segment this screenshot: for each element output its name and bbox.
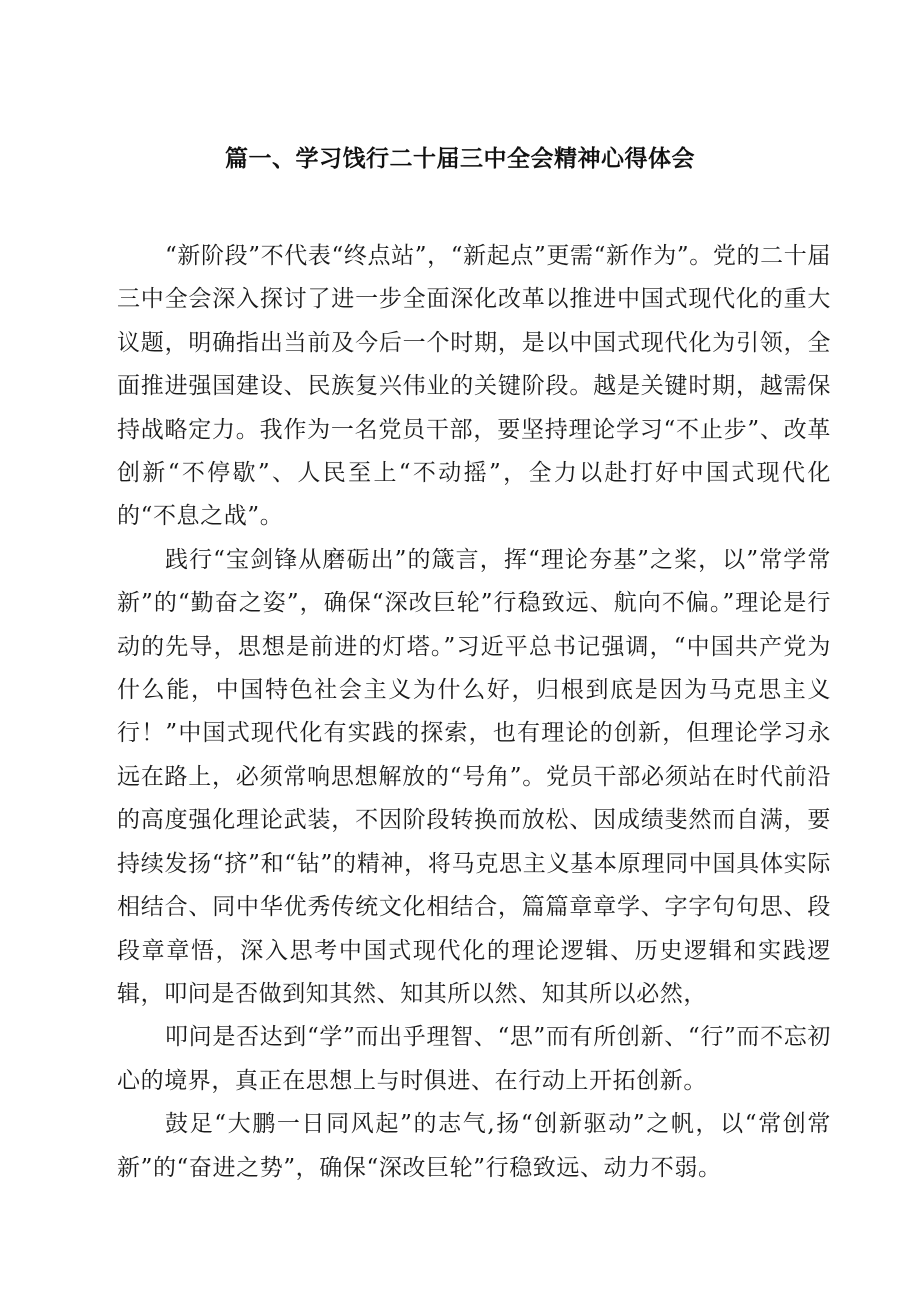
paragraph: 践行“宝剑锋从磨砺出”的箴言，挥“理论夯基”之桨，以”常学常新”的“勤奋之姿”，确保“深改巨轮”行稳致远、航向不偏。”理论是行动的先导，思想是前进的灯塔。”习近平总书记强调，“中国共产党为什么能，中国特色社会主义为什么好，归根到底是因为马克思主义行！”中国式现代化有实践的探索，也有理论的创新，但理论学习永远在路上，必须常响思想解放的“号角”。党员干部必须站在时代前沿的高度强化理论武装，不因阶段转换而放松、因成绩斐然而自满，要持续发扬“挤”和“钻”的精神，将马克思主义基本原理同中国具体实际相结合、同中华优秀传统文化相结合，篇篇章章学、字字句句思、段段章章悟，深入思考中国式现代化的理论逻辑、历史逻辑和实践逻辑，叩问是否做到知其然、知其所以然、知其所以必然， xyxy=(117,546,831,1007)
paragraph: “新阶段”不代表“终点站”，“新起点”更需“新作为”。党的二十届三中全会深入探讨了进一步全面深化改革以推进中国式现代化的重大议题，明确指出当前及今后一个时期，是以中国式现代化为引领，全面推进强国建设、民族复兴伟业的关键阶段。越是关键时期，越需保持战略定力。我作为一名党员干部，要坚持理论学习“不止步”、改革创新“不停歇”、人民至上“不动摇”，全力以赴打好中国式现代化的“不息之战”。 xyxy=(117,243,831,530)
document-body xyxy=(117,235,831,1190)
document-title: 篇一、学习饯行二十届三中全会精神心得体会 xyxy=(225,146,695,172)
paragraph: 叩问是否达到“学”而出乎理智、“思”而有所创新、“行”而不忘初心的境界，真正在思想上与时俱进、在行动上开拓创新。 xyxy=(117,1024,831,1094)
paragraph: 鼓足“大鹏一日同风起”的志气,扬“创新驱动”之帆，以“常创常新”的“奋进之势”，确保“深改巨轮”行稳致远、动力不弱。 xyxy=(117,1111,831,1181)
